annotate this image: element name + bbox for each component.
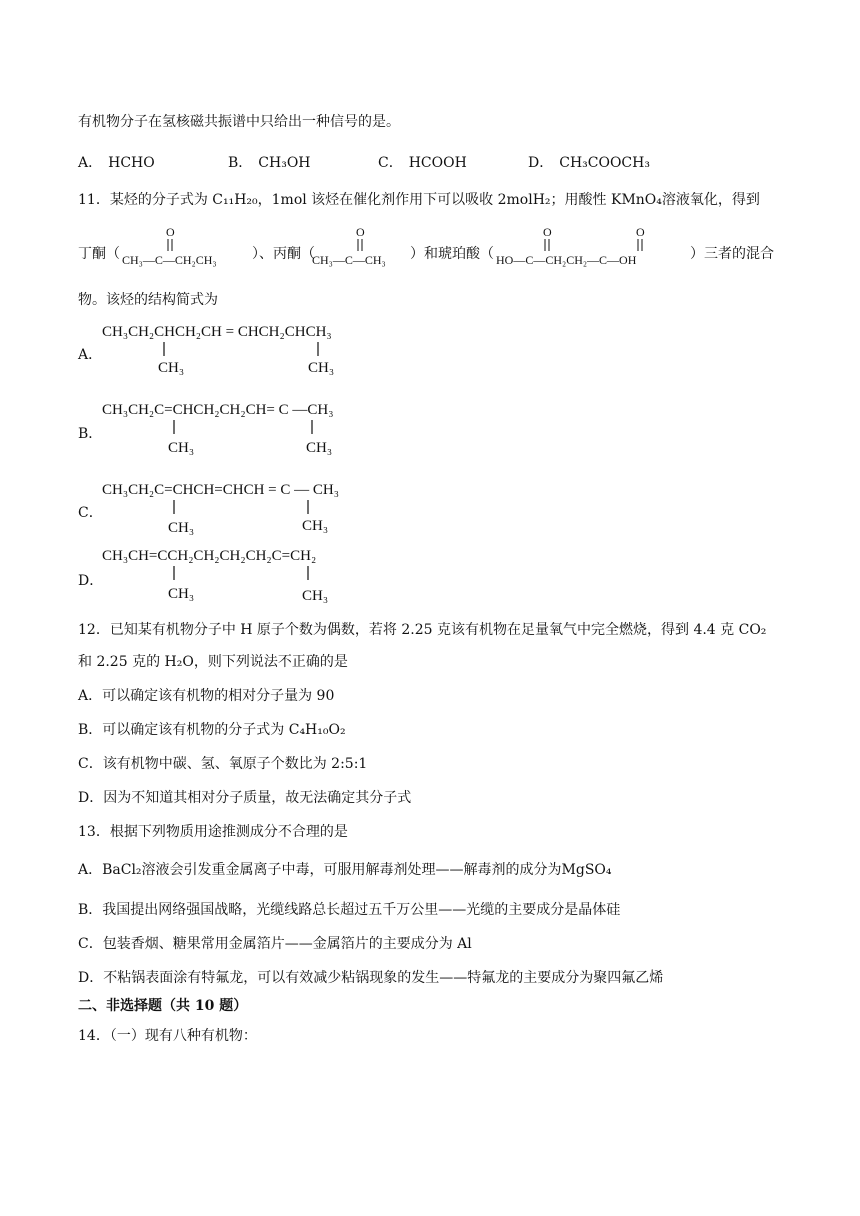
q13-option-a: A．BaCl₂溶液会引发重金属离子中毒，可服用解毒剂处理——解毒剂的成分为MgSO₄	[78, 862, 612, 878]
q11-stem-line3: 物。该烃的结构简式为	[78, 292, 218, 308]
q12-option-a: A．可以确定该有机物的相对分子量为 90	[78, 688, 335, 704]
q11-d-main: CH₃CH=CCH₂CH₂CH₂CH₂C=CH₂	[102, 548, 317, 564]
q11-option-a-structure	[102, 318, 382, 378]
q11-option-c-label: C．	[78, 505, 103, 521]
q11-a-main: CH₃CH₂CHCH₂CH = CHCH₂CHCH₃	[102, 324, 332, 340]
q11-a-sub1: CH₃	[158, 360, 185, 376]
q11-option-a-label: A．	[78, 347, 103, 363]
succinic-main: HO—C—CH₂CH₂—C—OH	[496, 253, 637, 267]
q12-stem-line1: 12．已知某有机物分子中 H 原子个数为偶数，若将 2.25 克该有机物在足量氧气中完全燃烧，得到 4.4 克 CO₂	[78, 622, 767, 638]
q12-option-d: D．因为不知道其相对分子质量，故无法确定其分子式	[78, 790, 412, 806]
q14-stem: 14．（一）现有八种有机物：	[78, 1028, 257, 1044]
q11-stem-line1: 11．某烃的分子式为 C₁₁H₂₀，1mol 该烃在催化剂作用下可以吸收 2molH₂；用酸性 KMnO₄溶液氧化，得到	[78, 192, 760, 208]
q11-d-sub2: CH₃	[302, 588, 329, 604]
q11-succinic-suffix: ）三者的混合	[690, 246, 774, 262]
q10-option-d: D． CH₃COOCH₃	[528, 155, 650, 171]
q11-d-sub1: CH₃	[168, 586, 195, 602]
q13-option-c: C．包装香烟、糖果常用金属箔片——金属箔片的主要成分为 Al	[78, 936, 472, 952]
q11-c-sub2: CH₃	[302, 518, 329, 534]
q13-stem: 13．根据下列物质用途推测成分不合理的是	[78, 824, 348, 840]
butanone-main: CH₃—C—CH₂CH₃	[122, 253, 217, 267]
q12-stem-line2: 和 2.25 克的 H₂O，则下列说法不正确的是	[78, 654, 348, 670]
acetone-main: CH₃—C—CH₃	[312, 253, 386, 267]
q11-a-sub2: CH₃	[308, 360, 335, 376]
q10-stem: 有机物分子在氢核磁共振谱中只给出一种信号的是。	[78, 114, 400, 130]
q11-acetone-suffix: ）和琥珀酸（	[410, 246, 494, 262]
acetone-o: O	[356, 225, 365, 239]
acetone-structure	[312, 222, 412, 268]
q11-c-main: CH₃CH₂C=CHCH=CHCH = C — CH₃	[102, 482, 339, 498]
section-2-title: 二、非选择题（共 10 题）	[78, 998, 248, 1014]
q11-option-d-label: D．	[78, 573, 104, 589]
q12-option-c: C．该有机物中碳、氢、氧原子个数比为 2:5:1	[78, 756, 368, 772]
q12-option-b: B．可以确定该有机物的分子式为 C₄H₁₀O₂	[78, 722, 346, 738]
q11-b-sub1: CH₃	[168, 440, 195, 456]
q11-option-b-label: B．	[78, 426, 103, 442]
q10-option-a: A． HCHO	[78, 155, 155, 171]
q11-butanone-prefix: 丁酮（	[78, 246, 120, 262]
succinic-o1: O	[543, 225, 552, 239]
succinic-o2: O	[636, 225, 645, 239]
q13-option-b: B．我国提出网络强国战略，光缆线路总长超过五千万公里——光缆的主要成分是晶体硅	[78, 902, 621, 918]
q10-option-c: C． HCOOH	[378, 155, 467, 171]
q11-butanone-suffix: ）、丙酮（	[252, 246, 315, 262]
q11-b-sub2: CH₃	[306, 440, 333, 456]
q11-b-main: CH₃CH₂C=CHCH₂CH₂CH= C —CH₃	[102, 402, 334, 418]
q11-c-sub1: CH₃	[168, 520, 195, 536]
q11-option-b-structure	[102, 396, 402, 460]
butanone-o: O	[166, 225, 175, 239]
butanone-structure	[122, 222, 252, 268]
succinic-acid-structure	[496, 222, 696, 268]
q10-option-b: B． CH₃OH	[228, 155, 311, 171]
q11-option-d-structure	[102, 542, 402, 608]
q11-option-c-structure	[102, 476, 402, 538]
q13-option-d: D．不粘锅表面涂有特氟龙，可以有效减少粘锅现象的发生——特氟龙的主要成分为聚四氟乙烯	[78, 970, 664, 986]
